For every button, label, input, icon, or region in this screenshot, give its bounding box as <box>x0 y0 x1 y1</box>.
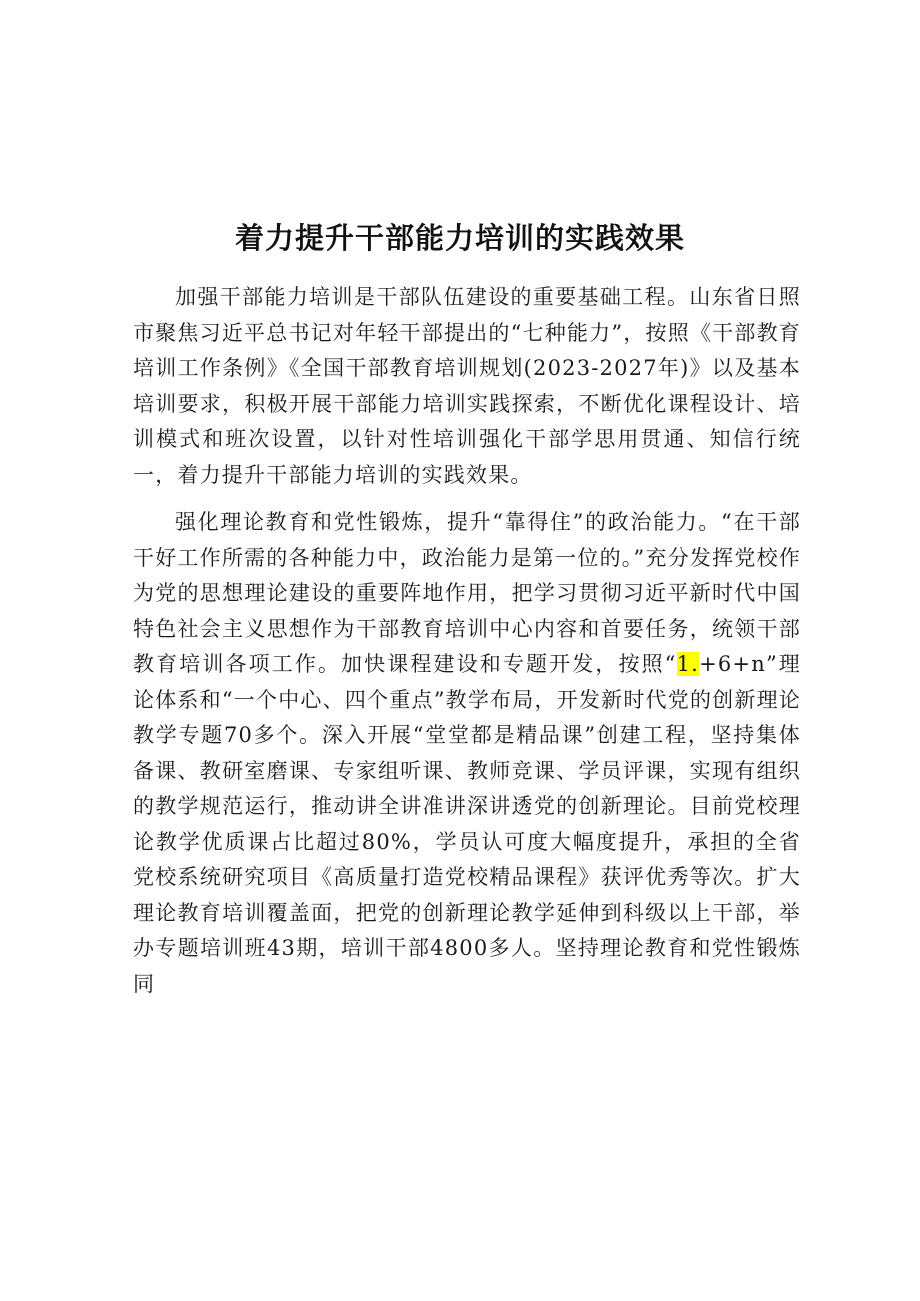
document-title: 着力提升干部能力培训的实践效果 <box>234 221 685 255</box>
document-body <box>133 280 801 1002</box>
paragraph-intro: 加强干部能力培训是干部队伍建设的重要基础工程。山东省日照市聚焦习近平总书记对年轻干部提出的“七种能力”，按照《干部教育培训工作条例》《全国干部教育培训规划(2023-2027年)》以及基本培训要求，积极开展干部能力培训实践探索，不断优化课程设计、培训模式和班次设置，以针对性培训强化干部学思用贯通、知信行统一，着力提升干部能力培训的实践效果。 <box>133 285 801 487</box>
paragraph-text-after-highlight: +6+n”理论体系和“一个中心、四个重点”教学布局，开发新时代党的创新理论教学专题70多个。深入开展“堂堂都是精品课”创建工程，坚持集体备课、教研室磨课、专家组听课、教师竞课、学员评课，实现有组织的教学规范运行，推动讲全讲准讲深讲透党的创新理论。目前党校理论教学优质课占比超过80%，学员认可度大幅度提升，承担的全省党校系统研究项目《高质量打造党校精品课程》获评优秀等次。扩大理论教育培训覆盖面，把党的创新理论教学延伸到科级以上干部，举办专题培训班43期，培训干部4800多人。坚持理论教育和党性锻炼同 <box>133 652 801 996</box>
highlighted-text: 1. <box>676 652 700 676</box>
paragraph-text-before-highlight: 强化理论教育和党性锻炼，提升“靠得住”的政治能力。“在干部干好工作所需的各种能力中，政治能力是第一位的。”充分发挥党校作为党的思想理论建设的重要阵地作用，把学习贯彻习近平新时代中国特色社会主义思想作为干部教育培训中心内容和首要任务，统领干部教育培训各项工作。加快课程建设和专题开发，按照“ <box>133 510 801 676</box>
paragraph-political-ability <box>133 505 801 1002</box>
